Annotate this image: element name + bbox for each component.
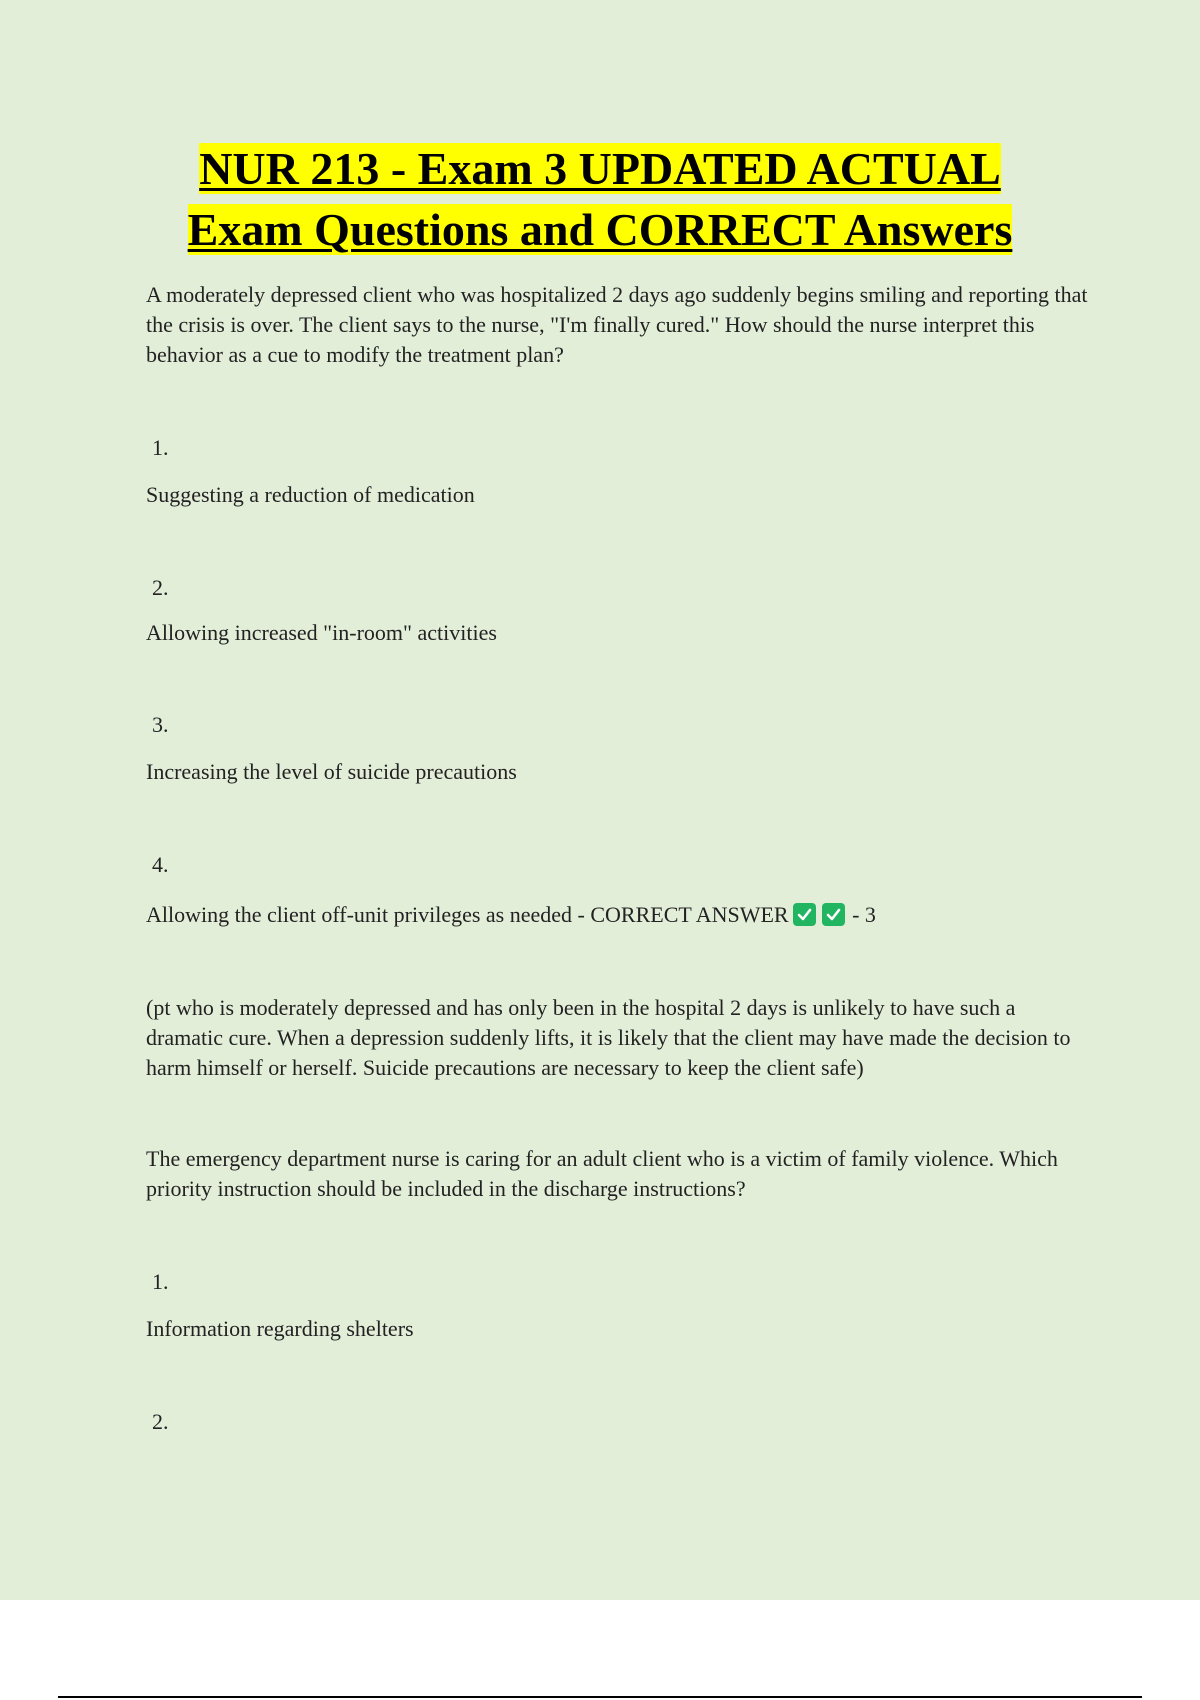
q1-option-1-number: 1. — [152, 435, 169, 460]
q1-option-4-line — [146, 900, 1096, 930]
q1-answer-suffix: - 3 — [852, 902, 876, 927]
q1-option-2-text: Allowing increased "in-room" activities — [146, 620, 497, 645]
title-line-2: Exam Questions and CORRECT Answers — [187, 204, 1013, 255]
check-mark-icon — [822, 903, 845, 926]
document-title — [100, 138, 1100, 260]
footer-divider — [58, 1696, 1142, 1698]
q1-rationale: (pt who is moderately depressed and has only been in the hospital 2 days is unlikely to have such a dramatic cure. When a depression suddenly lifts, it is likely that the client may have made the decision to harm himself or herself. Suicide precautions are necessary to keep the client safe) — [146, 995, 1071, 1080]
question-2-text: The emergency department nurse is caring for an adult client who is a victim of family violence. Which priority instruction should be included in the discharge instructions? — [146, 1146, 1058, 1201]
q1-option-4-text: Allowing the client off-unit privileges as needed - CORRECT ANSWER — [146, 902, 789, 927]
q2-option-1-text: Information regarding shelters — [146, 1316, 414, 1341]
q2-option-2-number: 2. — [152, 1409, 169, 1434]
q1-option-2-number: 2. — [152, 575, 169, 600]
q2-option-1-number: 1. — [152, 1269, 169, 1294]
q1-option-3-text: Increasing the level of suicide precautions — [146, 759, 517, 784]
title-line-1: NUR 213 - Exam 3 UPDATED ACTUAL — [199, 143, 1001, 194]
question-1-text: A moderately depressed client who was hospitalized 2 days ago suddenly begins smiling and reporting that the crisis is over. The client says to the nurse, "I'm finally cured." How should the nurse interpret this behavior as a cue to modify the treatment plan? — [146, 282, 1088, 367]
q1-option-4-number: 4. — [152, 852, 169, 877]
q1-option-3-number: 3. — [152, 712, 169, 737]
check-mark-icon — [793, 903, 816, 926]
q1-option-1-text: Suggesting a reduction of medication — [146, 482, 475, 507]
